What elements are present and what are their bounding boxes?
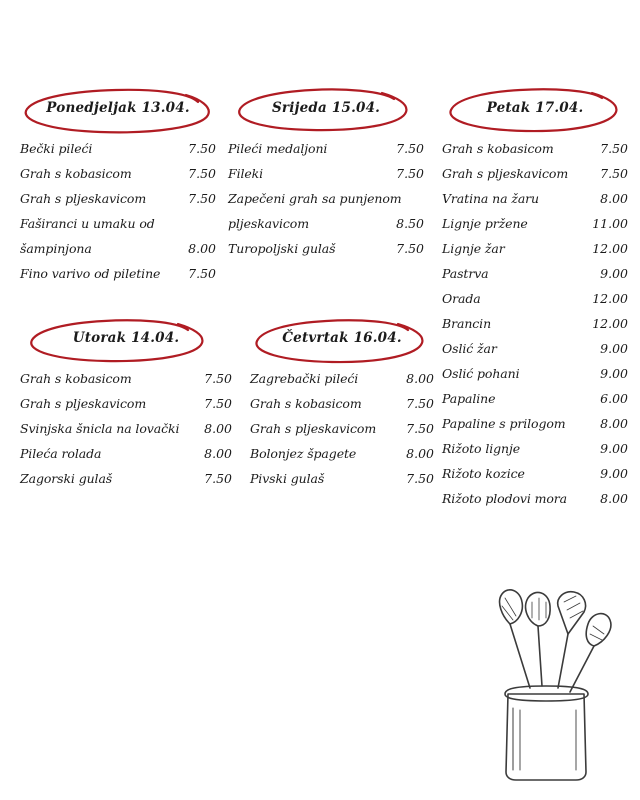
menu-item-price: 8.00 bbox=[600, 416, 628, 431]
menu-item-name: Lignje pržene bbox=[442, 216, 528, 231]
menu-item-name: Rižoto kozice bbox=[442, 466, 525, 481]
menu-row bbox=[442, 336, 628, 361]
menu-item-name: Rižoto lignje bbox=[442, 441, 521, 456]
menu-item-name: Bolonjez špagete bbox=[250, 446, 357, 461]
menu-item-price: 9.00 bbox=[600, 266, 628, 281]
day-block-monday bbox=[20, 88, 216, 286]
menu-item-price: 7.50 bbox=[188, 191, 216, 206]
menu-item-price: 8.00 bbox=[600, 491, 628, 506]
menu-item-name: Papaline bbox=[442, 391, 496, 406]
menu-item-price: 7.50 bbox=[600, 141, 628, 156]
menu-item-price: 7.50 bbox=[406, 396, 434, 411]
menu-row bbox=[442, 261, 628, 286]
menu-row bbox=[228, 186, 424, 211]
menu-item-price: 8.00 bbox=[406, 446, 434, 461]
menu-row bbox=[20, 161, 216, 186]
menu-row bbox=[442, 461, 628, 486]
menu-row bbox=[442, 311, 628, 336]
menu-item-price: 7.50 bbox=[188, 141, 216, 156]
menu-row bbox=[442, 411, 628, 436]
menu-row bbox=[442, 361, 628, 386]
menu-item-name: Grah s kobasicom bbox=[20, 166, 132, 181]
menu-item-price: 7.50 bbox=[188, 266, 216, 281]
menu-item-name: Pastrva bbox=[442, 266, 489, 281]
menu-item-name: Oslić žar bbox=[442, 341, 497, 356]
menu-item-name: šampinjona bbox=[20, 241, 92, 256]
menu-row bbox=[250, 466, 434, 491]
menu-row bbox=[20, 366, 232, 391]
menu-item-price: 7.50 bbox=[396, 166, 424, 181]
day-items-tuesday bbox=[20, 366, 232, 491]
day-header-friday bbox=[442, 88, 628, 134]
menu-item-price: 12.00 bbox=[592, 316, 628, 331]
menu-row bbox=[250, 416, 434, 441]
menu-row bbox=[442, 286, 628, 311]
menu-item-price: 7.50 bbox=[406, 421, 434, 436]
menu-row bbox=[228, 211, 424, 236]
menu-item-name: Grah s kobasicom bbox=[442, 141, 554, 156]
day-header-monday bbox=[20, 88, 216, 134]
day-title: Ponedjeljak 13.04. bbox=[46, 100, 190, 116]
menu-item-name: Grah s pljeskavicom bbox=[250, 421, 377, 436]
day-title: Utorak 14.04. bbox=[72, 330, 180, 346]
menu-item-name: Orada bbox=[442, 291, 481, 306]
day-block-friday bbox=[442, 88, 628, 511]
day-items-monday bbox=[20, 136, 216, 286]
menu-row bbox=[228, 161, 424, 186]
menu-item-price: 9.00 bbox=[600, 341, 628, 356]
utensils-in-jar-icon bbox=[472, 576, 622, 786]
day-title: Četvrtak 16.04. bbox=[282, 330, 402, 346]
menu-item-price: 12.00 bbox=[592, 241, 628, 256]
menu-item-name: Pileći medaljoni bbox=[228, 141, 328, 156]
menu-row bbox=[20, 391, 232, 416]
menu-row bbox=[442, 211, 628, 236]
day-header-thursday bbox=[250, 318, 434, 364]
menu-item-price: 7.50 bbox=[204, 371, 232, 386]
menu-item-price: 8.00 bbox=[188, 241, 216, 256]
menu-item-name: pljeskavicom bbox=[228, 216, 309, 231]
menu-item-price: 7.50 bbox=[188, 166, 216, 181]
menu-item-price: 8.00 bbox=[204, 421, 232, 436]
menu-item-name: Oslić pohani bbox=[442, 366, 520, 381]
menu-item-price: 7.50 bbox=[406, 471, 434, 486]
menu-item-price: 7.50 bbox=[396, 141, 424, 156]
menu-item-name: Rižoto plodovi mora bbox=[442, 491, 568, 506]
menu-item-name: Turopoljski gulaš bbox=[228, 241, 336, 256]
menu-item-price: 7.50 bbox=[600, 166, 628, 181]
menu-item-name: Papaline s prilogom bbox=[442, 416, 566, 431]
menu-item-name: Zapečeni grah sa punjenom bbox=[228, 191, 402, 206]
menu-item-price: 6.00 bbox=[600, 391, 628, 406]
menu-item-name: Grah s pljeskavicom bbox=[442, 166, 569, 181]
menu-row bbox=[20, 466, 232, 491]
menu-item-price: 7.50 bbox=[204, 396, 232, 411]
menu-row bbox=[442, 186, 628, 211]
menu-row bbox=[442, 436, 628, 461]
menu-item-name: Grah s pljeskavicom bbox=[20, 191, 147, 206]
menu-item-name: Zagorski gulaš bbox=[20, 471, 113, 486]
menu-item-price: 11.00 bbox=[592, 216, 628, 231]
menu-item-price: 12.00 bbox=[592, 291, 628, 306]
menu-item-price: 9.00 bbox=[600, 441, 628, 456]
menu-item-name: Fileki bbox=[228, 166, 264, 181]
menu-item-price: 8.00 bbox=[406, 371, 434, 386]
day-block-wednesday bbox=[228, 88, 424, 261]
menu-item-name: Svinjska šnicla na lovački bbox=[20, 421, 180, 436]
day-header-wednesday bbox=[228, 88, 424, 134]
menu-item-price: 7.50 bbox=[204, 471, 232, 486]
day-block-tuesday bbox=[20, 318, 232, 491]
menu-item-name: Brancin bbox=[442, 316, 492, 331]
menu-row bbox=[442, 386, 628, 411]
day-items-thursday bbox=[250, 366, 434, 491]
menu-item-name: Fino varivo od piletine bbox=[20, 266, 161, 281]
day-items-wednesday bbox=[228, 136, 424, 261]
menu-item-name: Pivski gulaš bbox=[250, 471, 325, 486]
menu-row bbox=[20, 136, 216, 161]
menu-item-price: 9.00 bbox=[600, 366, 628, 381]
menu-row bbox=[20, 236, 216, 261]
menu-row bbox=[20, 211, 216, 236]
menu-row bbox=[228, 136, 424, 161]
day-items-friday bbox=[442, 136, 628, 511]
menu-item-name: Grah s pljeskavicom bbox=[20, 396, 147, 411]
menu-row bbox=[228, 236, 424, 261]
menu-item-price: 7.50 bbox=[396, 241, 424, 256]
menu-item-name: Faširanci u umaku od bbox=[20, 216, 155, 231]
menu-row bbox=[250, 366, 434, 391]
menu-row bbox=[20, 261, 216, 286]
day-title: Srijeda 15.04. bbox=[271, 100, 381, 116]
menu-item-price: 8.00 bbox=[600, 191, 628, 206]
menu-row bbox=[20, 441, 232, 466]
menu-item-name: Pileća rolada bbox=[20, 446, 102, 461]
menu-item-name: Bečki pileći bbox=[20, 141, 93, 156]
menu-row bbox=[20, 186, 216, 211]
menu-row bbox=[442, 136, 628, 161]
menu-row bbox=[250, 441, 434, 466]
menu-item-price: 8.50 bbox=[396, 216, 424, 231]
menu-item-name: Grah s kobasicom bbox=[250, 396, 362, 411]
day-block-thursday bbox=[250, 318, 434, 491]
menu-item-name: Lignje žar bbox=[442, 241, 505, 256]
menu-item-name: Grah s kobasicom bbox=[20, 371, 132, 386]
menu-row bbox=[442, 236, 628, 261]
day-header-tuesday bbox=[20, 318, 232, 364]
menu-row bbox=[20, 416, 232, 441]
menu-row bbox=[442, 486, 628, 511]
menu-item-name: Vratina na žaru bbox=[442, 191, 539, 206]
day-title: Petak 17.04. bbox=[486, 100, 584, 116]
menu-item-price: 8.00 bbox=[204, 446, 232, 461]
menu-item-price: 9.00 bbox=[600, 466, 628, 481]
menu-row bbox=[442, 161, 628, 186]
menu-row bbox=[250, 391, 434, 416]
menu-item-name: Zagrebački pileći bbox=[250, 371, 359, 386]
